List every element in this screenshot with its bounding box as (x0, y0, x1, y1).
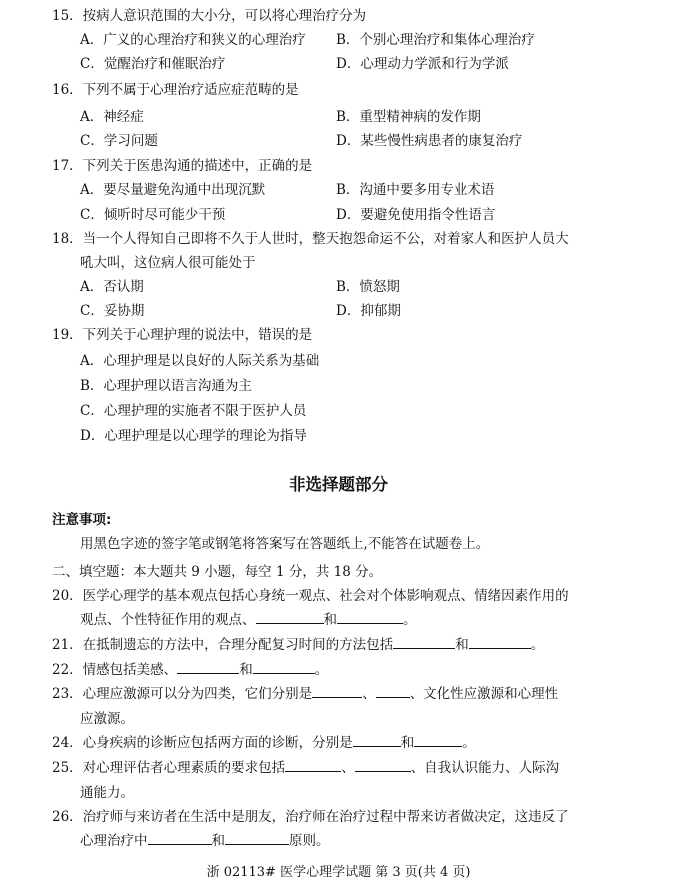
q16-option-b: B．重型精神病的发作期 (336, 109, 481, 125)
q21-text-c: 。 (530, 637, 545, 653)
q19-option-b: B．心理护理以语言沟通为主 (80, 378, 252, 394)
q17-option-c: C．倾听时尽可能少干预 (80, 207, 226, 223)
q22-text-c: 。 (314, 662, 329, 678)
q16-option-c: C．学习问题 (80, 133, 158, 149)
q18-option-b: B．愤怒期 (336, 279, 400, 295)
answer-blank[interactable] (256, 611, 324, 624)
q15-option-c: C．觉醒治疗和催眠治疗 (80, 56, 226, 72)
q23-text-b: 、 (362, 686, 376, 702)
q17-option-d: D．要避免使用指令性语言 (336, 207, 496, 223)
answer-blank[interactable] (337, 611, 403, 624)
q24-text-b: 和 (400, 735, 415, 751)
q15-option-b: B．个别心理治疗和集体心理治疗 (336, 32, 535, 48)
q21-line (52, 636, 544, 654)
answer-blank[interactable] (148, 832, 212, 845)
answer-blank[interactable] (376, 685, 410, 698)
q17-stem: 17．下列关于医患沟通的描述中，正确的是 (52, 158, 313, 174)
answer-blank[interactable] (285, 759, 341, 772)
notice-text: 用黑色字迹的签字笔或钢笔将答案写在答题纸上,不能答在试题卷上。 (80, 536, 490, 552)
q22-text-a: 22．情感包括美感、 (52, 662, 178, 678)
answer-blank[interactable] (355, 759, 411, 772)
q19-option-d: D．心理护理是以心理学的理论为指导 (80, 428, 307, 444)
q19-option-c: C．心理护理的实施者不限于医护人员 (80, 403, 307, 419)
q15-stem: 15．按病人意识范围的大小分，可以将心理治疗分为 (52, 8, 367, 24)
q20-text-a: 观点、个性特征作用的观点、 (80, 612, 256, 628)
q24-text-c: 。 (462, 735, 476, 751)
q19-option-a: A．心理护理是以良好的人际关系为基础 (80, 353, 320, 369)
q23-line1 (52, 685, 558, 703)
q16-option-d: D．某些慢性病患者的康复治疗 (336, 133, 523, 149)
q20-text-b: 和 (323, 612, 337, 628)
section-title: 非选择题部分 (289, 475, 388, 494)
q25-text-b: 、 (341, 760, 355, 776)
page-footer: 浙 02113# 医学心理学试题 第 3 页(共 4 页) (206, 865, 471, 880)
q22-line (52, 661, 328, 679)
q18-stem-line1: 18．当一个人得知自己即将不久于人世时，整天抱怨命运不公，对着家人和医护人员大 (52, 231, 569, 247)
q25-line2: 通能力。 (80, 785, 134, 801)
q23-text-a: 23．心理应激源可以分为四类，它们分别是 (52, 686, 313, 702)
q21-text-b: 和 (455, 637, 469, 653)
q26-line2 (80, 832, 330, 850)
q19-stem: 19．下列关于心理护理的说法中，错误的是 (52, 327, 313, 343)
q18-option-d: D．抑郁期 (336, 303, 401, 319)
q23-line2: 应激源。 (80, 711, 134, 727)
q20-line1: 20．医学心理学的基本观点包括心身统一观点、社会对个体影响观点、情绪因素作用的 (52, 588, 569, 604)
q16-stem: 16．下列不属于心理治疗适应症范畴的是 (52, 82, 299, 98)
answer-blank[interactable] (312, 685, 362, 698)
q26-line1: 26．治疗师与来访者在生活中是朋友，治疗师在治疗过程中帮来访者做决定，这违反了 (52, 809, 569, 825)
q20-line2 (80, 611, 417, 629)
q23-text-c: 、文化性应激源和心理性 (409, 686, 559, 702)
q25-line1 (52, 759, 559, 777)
q16-option-a: A．神经症 (80, 109, 144, 125)
part2-header: 二、填空题：本大题共 9 小题，每空 1 分，共 18 分。 (52, 564, 383, 580)
q24-line (52, 734, 476, 752)
answer-blank[interactable] (353, 734, 401, 747)
q21-text-a: 21．在抵制遗忘的方法中，合理分配复习时间的方法包括 (52, 637, 394, 653)
q18-option-a: A．否认期 (80, 279, 144, 295)
notice-title: 注意事项: (52, 512, 112, 528)
q18-option-c: C．妥协期 (80, 303, 145, 319)
q26-text-a: 心理治疗中 (80, 833, 148, 849)
q17-option-a: A．要尽量避免沟通中出现沉默 (80, 182, 266, 198)
q26-text-b: 和 (211, 833, 225, 849)
q15-option-a: A．广义的心理治疗和狭义的心理治疗 (80, 32, 306, 48)
q25-text-c: 、自我认识能力、人际沟 (410, 760, 560, 776)
answer-blank[interactable] (177, 661, 239, 674)
q24-text-a: 24．心身疾病的诊断应包括两方面的诊断，分别是 (52, 735, 353, 751)
q20-text-c: 。 (403, 612, 417, 628)
answer-blank[interactable] (469, 636, 531, 649)
answer-blank[interactable] (393, 636, 455, 649)
q22-text-b: 和 (239, 662, 253, 678)
q17-option-b: B．沟通中要多用专业术语 (336, 182, 495, 198)
answer-blank[interactable] (414, 734, 462, 747)
answer-blank[interactable] (225, 832, 289, 845)
q15-option-d: D．心理动力学派和行为学派 (336, 56, 509, 72)
q26-text-c: 原则。 (289, 833, 330, 849)
q25-text-a: 25．对心理评估者心理素质的要求包括 (52, 760, 286, 776)
answer-blank[interactable] (253, 661, 315, 674)
q18-stem-line2: 吼大叫，这位病人很可能处于 (80, 255, 256, 271)
